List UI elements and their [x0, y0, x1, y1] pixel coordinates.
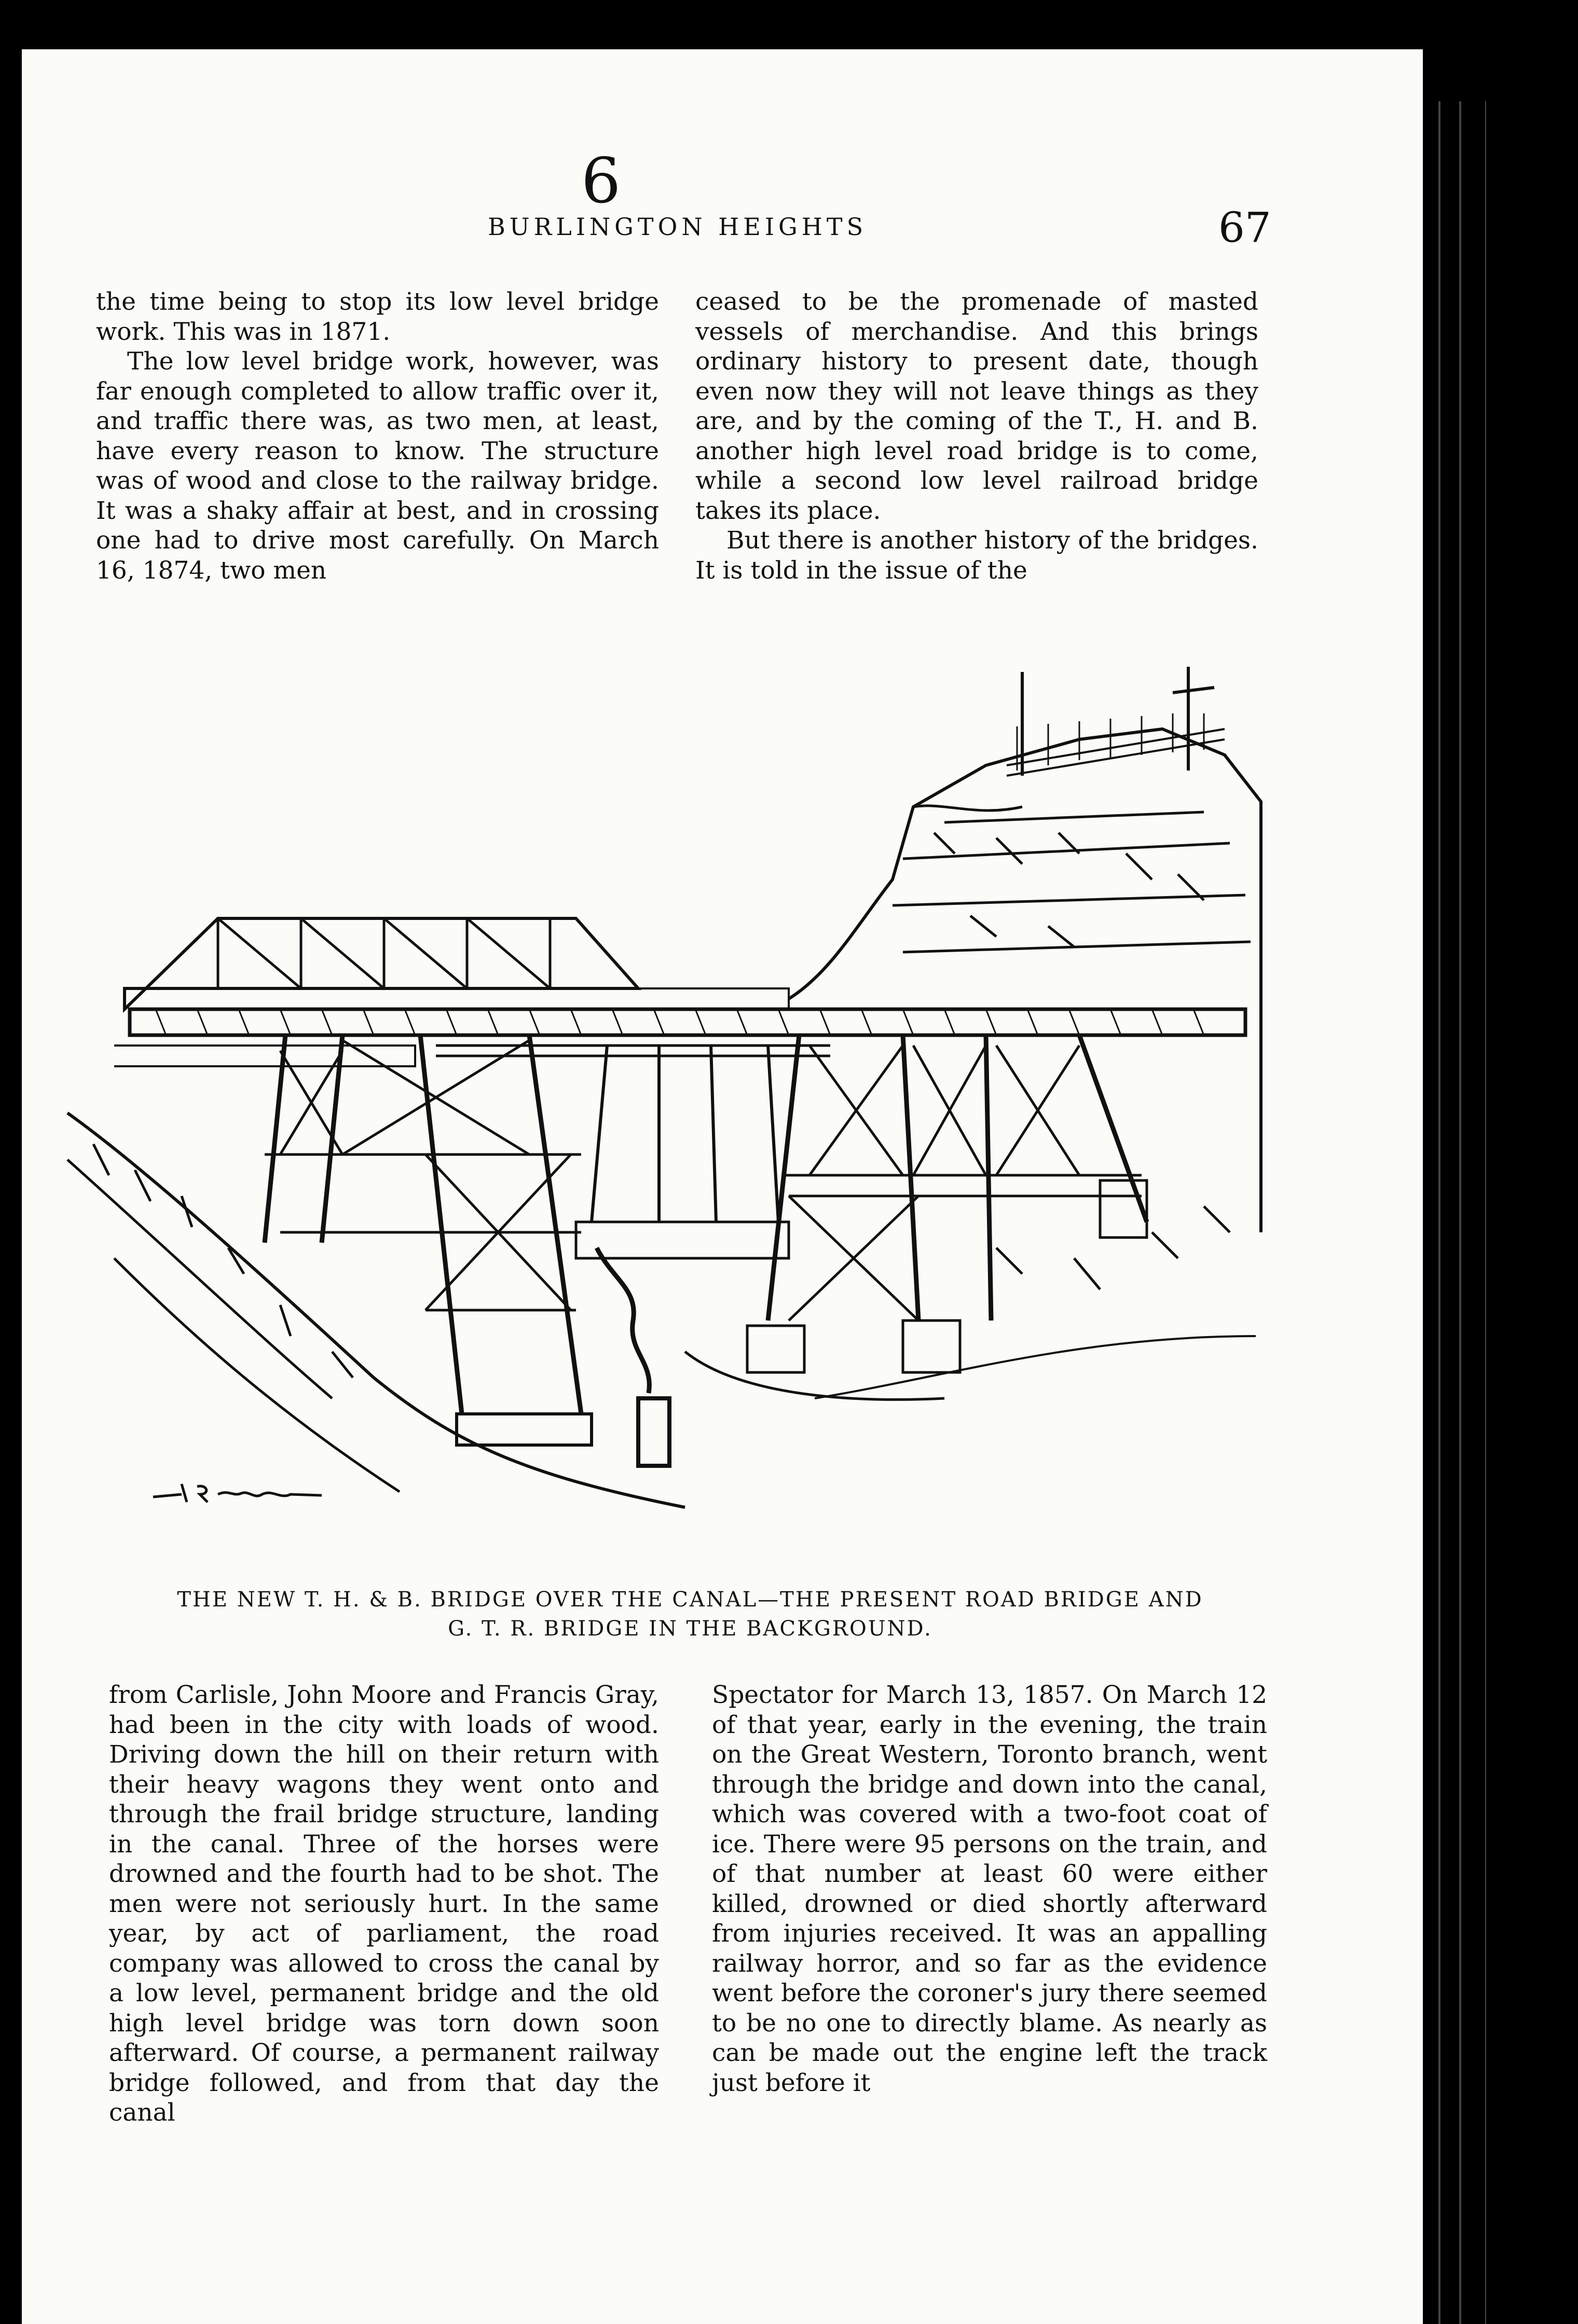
caption-line: G. T. R. BRIDGE IN THE BACKGROUND.	[448, 1617, 932, 1641]
scan-left-border	[0, 0, 21, 2324]
bottom-left-column	[109, 1680, 659, 2128]
top-left-column	[96, 287, 659, 585]
paragraph: the time being to stop its low level bridge work. This was in 1871.	[96, 287, 659, 346]
spine-line	[1438, 101, 1440, 2324]
caption-line: THE NEW T. H. & B. BRIDGE OVER THE CANAL—THE PRESENT ROAD BRIDGE AND	[177, 1588, 1203, 1612]
top-right-column	[695, 287, 1258, 585]
paragraph: Spectator for March 13, 1857. On March 12 of that year, early in the evening, the train on the Great Western, Toronto branch, went through the bridge and down into the canal, which was covered with a two-foot coat of ice. There were 95 persons on the train, and of that number at least 60 were either killed, drowned or died shortly afterward from injuries received. It was an appalling railway horror, and so far as the evidence went before the coroner's jury there seemed to be no one to directly blame. As nearly as can be made out the engine left the track just before it	[712, 1681, 1267, 2097]
spine-line	[1459, 101, 1461, 2324]
bottom-right-column	[712, 1680, 1267, 2098]
book-spine-edge	[1423, 49, 1578, 2324]
paragraph: But there is another history of the bridges. It is told in the issue of the	[695, 526, 1258, 585]
figure-caption	[93, 1585, 1287, 1643]
handwritten-mark: 6	[581, 145, 621, 217]
paragraph: ceased to be the promenade of masted vessels of merchandise. And this brings ordinary history to present date, though even now they will not leave things as they are, and by the coming of the T., H. and B. another high level road bridge is to come, while a second low level railroad bridge takes its place.	[695, 287, 1258, 525]
paragraph: The low level bridge work, however, was far enough completed to allow traffic over it, and traffic there was, as two men, at least, have every reason to know. The structure was of wood and close to the railway bridge. It was a shaky affair at best, and in crossing one had to drive most carefully. On March 16, 1874, two men	[96, 347, 659, 585]
spine-line	[1485, 101, 1486, 2324]
page-number: 67	[1218, 203, 1271, 252]
artist-signature	[150, 1479, 389, 1510]
bridge-illustration	[62, 636, 1266, 1533]
running-head-title: BURLINGTON HEIGHTS	[488, 213, 868, 241]
paragraph: from Carlisle, John Moore and Francis Gray, had been in the city with loads of wood. Driving down the hill on their return with their heavy wagons they went onto and through the frail bridge structure, landing in the canal. Three of the horses were drowned and the fourth had to be shot. The men were not seriously hurt. In the same year, by act of parliament, the road company was allowed to cross the canal by a low level, permanent bridge and the old high level bridge was torn down soon afterward. Of course, a permanent railway bridge followed, and from that day the canal	[109, 1681, 659, 2127]
